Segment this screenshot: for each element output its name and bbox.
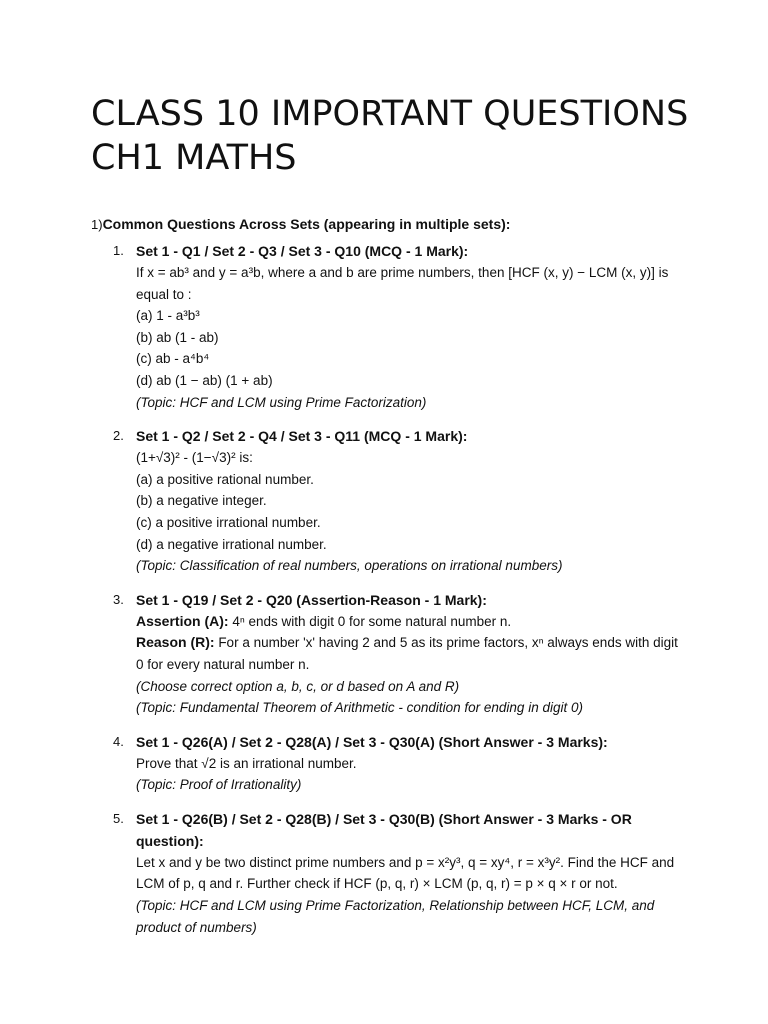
- instruction-note: (Choose correct option a, b, c, or d based on A and R): [136, 678, 460, 694]
- reason-line: [136, 632, 681, 675]
- option: (c) a positive irrational number.: [136, 514, 321, 530]
- option: (d) ab (1 − ab) (1 + ab): [136, 372, 273, 388]
- option: (c) ab - a⁴b⁴: [136, 351, 210, 367]
- question-text: Prove that √2 is an irrational number.: [136, 755, 357, 771]
- topic-note: (Topic: Classification of real numbers, operations on irrational numbers): [136, 558, 563, 574]
- question-list: [91, 240, 681, 938]
- option: (b) ab (1 - ab): [136, 329, 219, 345]
- reason-label: Reason (R):: [136, 634, 215, 651]
- option: (b) a negative integer.: [136, 493, 267, 509]
- question-item: [91, 240, 681, 413]
- section-number: 1): [91, 217, 103, 232]
- topic-note: (Topic: Proof of Irrationality): [136, 777, 302, 793]
- question-text: (1+√3)² - (1−√3)² is:: [136, 450, 253, 466]
- question-heading: Set 1 - Q19 / Set 2 - Q20 (Assertion-Reason - 1 Mark):: [136, 591, 487, 608]
- question-item: [91, 589, 681, 719]
- topic-note: (Topic: HCF and LCM using Prime Factorization): [136, 394, 427, 410]
- option: (a) 1 - a³b³: [136, 308, 200, 324]
- assertion-label: Assertion (A):: [136, 612, 229, 629]
- question-heading: Set 1 - Q26(B) / Set 2 - Q28(B) / Set 3 - Q30(B) (Short Answer - 3 Marks - OR question):: [136, 810, 632, 849]
- question-number: 2.: [113, 428, 124, 444]
- page-title: CLASS 10 IMPORTANT QUESTIONS CH1 MATHS: [91, 94, 689, 178]
- question-heading: Set 1 - Q26(A) / Set 2 - Q28(A) / Set 3 - Q30(A) (Short Answer - 3 Marks):: [136, 733, 608, 750]
- topic-note: (Topic: Fundamental Theorem of Arithmetic - condition for ending in digit 0): [136, 700, 583, 716]
- option: (a) a positive rational number.: [136, 471, 314, 487]
- question-item: [91, 808, 681, 938]
- question-item: [91, 425, 681, 577]
- question-heading: Set 1 - Q1 / Set 2 - Q3 / Set 3 - Q10 (MCQ - 1 Mark):: [136, 243, 469, 259]
- topic-note: (Topic: HCF and LCM using Prime Factorization, Relationship between HCF, LCM, and product of numbers): [136, 898, 655, 935]
- question-item: [91, 731, 681, 796]
- question-number: 1.: [113, 243, 124, 258]
- assertion-text: 4ⁿ ends with digit 0 for some natural number n.: [228, 613, 512, 629]
- question-text: If x = ab³ and y = a³b, where a and b are prime numbers, then [HCF (x, y) − LCM (x, y)] is equal to :: [136, 265, 669, 302]
- question-text: Let x and y be two distinct prime numbers and p = x²y³, q = xy⁴, r = x³y². Find the HCF and LCM of p, q and r. Further check if HCF (p, q, r) × LCM (p, q, r) = p × q × r or not.: [136, 854, 675, 892]
- section-intro: [91, 214, 691, 235]
- question-heading: Set 1 - Q2 / Set 2 - Q4 / Set 3 - Q11 (MCQ - 1 Mark):: [136, 428, 468, 445]
- question-number: 5.: [113, 810, 124, 826]
- question-number: 3.: [113, 591, 124, 607]
- section-heading: Common Questions Across Sets (appearing in multiple sets):: [102, 216, 511, 232]
- reason-text: For a number 'x' having 2 and 5 as its prime factors, xⁿ always ends with digit 0 for every natural number n.: [136, 635, 678, 672]
- question-number: 4.: [113, 733, 124, 749]
- option: (d) a negative irrational number.: [136, 536, 327, 552]
- assertion-line: [136, 611, 681, 633]
